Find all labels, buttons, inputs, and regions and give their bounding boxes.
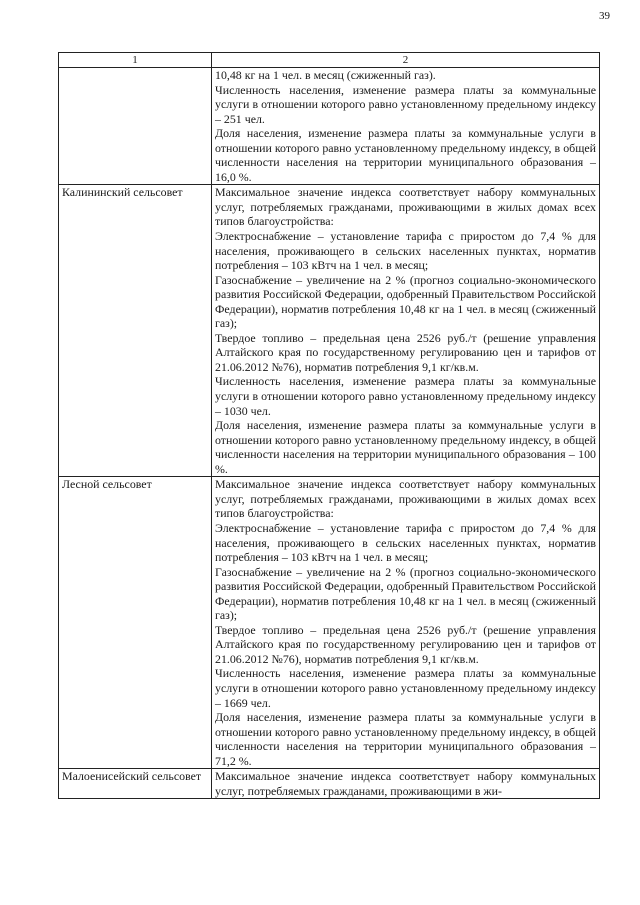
municipalities-table: [58, 52, 600, 799]
table-row: [59, 769, 600, 799]
description-cell: [212, 477, 600, 769]
paragraph: Максимальное значение индекса соответствует набору коммунальных услуг, потребляемых гражданами, проживающими в жилых домах всех типов благоустройства:: [215, 477, 596, 521]
paragraph: Электроснабжение – установление тарифа с приростом до 7,4 % для населения, проживающего в сельских населенных пунктах, норматив потребления – 103 кВтч на 1 чел. в месяц;: [215, 229, 596, 273]
municipality-cell: Калининский сельсовет: [59, 185, 212, 477]
description-cell: [212, 769, 600, 799]
paragraph: 10,48 кг на 1 чел. в месяц (сжиженный газ).: [215, 68, 436, 82]
paragraph: Твердое топливо – предельная цена 2526 руб./т (решение управления Алтайского края по государственному регулированию цен и тарифов от 21.06.2012 №76), норматив потребления 9,1 кг/кв.м.: [215, 622, 596, 666]
table-row: [59, 185, 600, 477]
paragraph: Газоснабжение – увеличение на 2 % (прогноз социально-экономического развития Российской Федерации, одобренный Правительством Российской Федерации), норматив потребления 10,48 кг на 1 чел. в месяц (сжиженный газ);: [215, 564, 596, 623]
table-row: [59, 68, 600, 185]
page-number: 39: [599, 10, 610, 22]
header-col-1: 1: [59, 53, 212, 68]
municipality-cell: Малоенисейский сельсовет: [59, 769, 212, 799]
description-cell: [212, 68, 600, 185]
paragraph: Численность населения, изменение размера платы за коммунальные услуги в отношении которого равно установленному предельному индексу – 1669 чел.: [215, 666, 596, 710]
paragraph: Максимальное значение индекса соответствует набору коммунальных услуг, потребляемых гражданами, проживающими в жи-: [215, 769, 596, 798]
paragraph: Численность населения, изменение размера платы за коммунальные услуги в отношении которого равно установленному предельному индексу – 251 чел.: [215, 82, 596, 126]
paragraph: Электроснабжение – установление тарифа с приростом до 7,4 % для населения, проживающего в сельских населенных пунктах, норматив потребления – 103 кВтч на 1 чел. в месяц;: [215, 520, 596, 565]
paragraph: Газоснабжение – увеличение на 2 % (прогноз социально-экономического развития Российской Федерации, одобренный Правительством Российской Федерации), норматив потребления 10,48 кг на 1 чел. в месяц (сжиженный газ);: [215, 272, 596, 331]
municipality-cell: Лесной сельсовет: [59, 477, 212, 769]
paragraph: Доля населения, изменение размера платы за коммунальные услуги в отношении которого равно установленному предельному индексу, в общей численности населения на территории муниципального образования – 16,0 %.: [215, 126, 596, 184]
municipality-cell: [59, 68, 212, 185]
header-col-2: 2: [212, 53, 600, 68]
paragraph: Доля населения, изменение размера платы за коммунальные услуги в отношении которого равно установленному предельному индексу, в общей численности населения на территории муниципального образования – 71,2 %.: [215, 710, 596, 768]
table-row: [59, 477, 600, 769]
description-cell: [212, 185, 600, 477]
paragraph: Твердое топливо – предельная цена 2526 руб./т (решение управления Алтайского края по государственному регулированию цен и тарифов от 21.06.2012 №76), норматив потребления 9,1 кг/кв.м.: [215, 330, 596, 374]
paragraph: Максимальное значение индекса соответствует набору коммунальных услуг, потребляемых гражданами, проживающими в жилых домах всех типов благоустройства:: [215, 185, 596, 229]
paragraph: Численность населения, изменение размера платы за коммунальные услуги в отношении которого равно установленному предельному индексу – 1030 чел.: [215, 374, 596, 418]
table-header-row: [59, 53, 600, 68]
paragraph: Доля населения, изменение размера платы за коммунальные услуги в отношении которого равно установленному предельному индексу, в общей численности населения на территории муниципального образования – 100 %.: [215, 418, 596, 476]
